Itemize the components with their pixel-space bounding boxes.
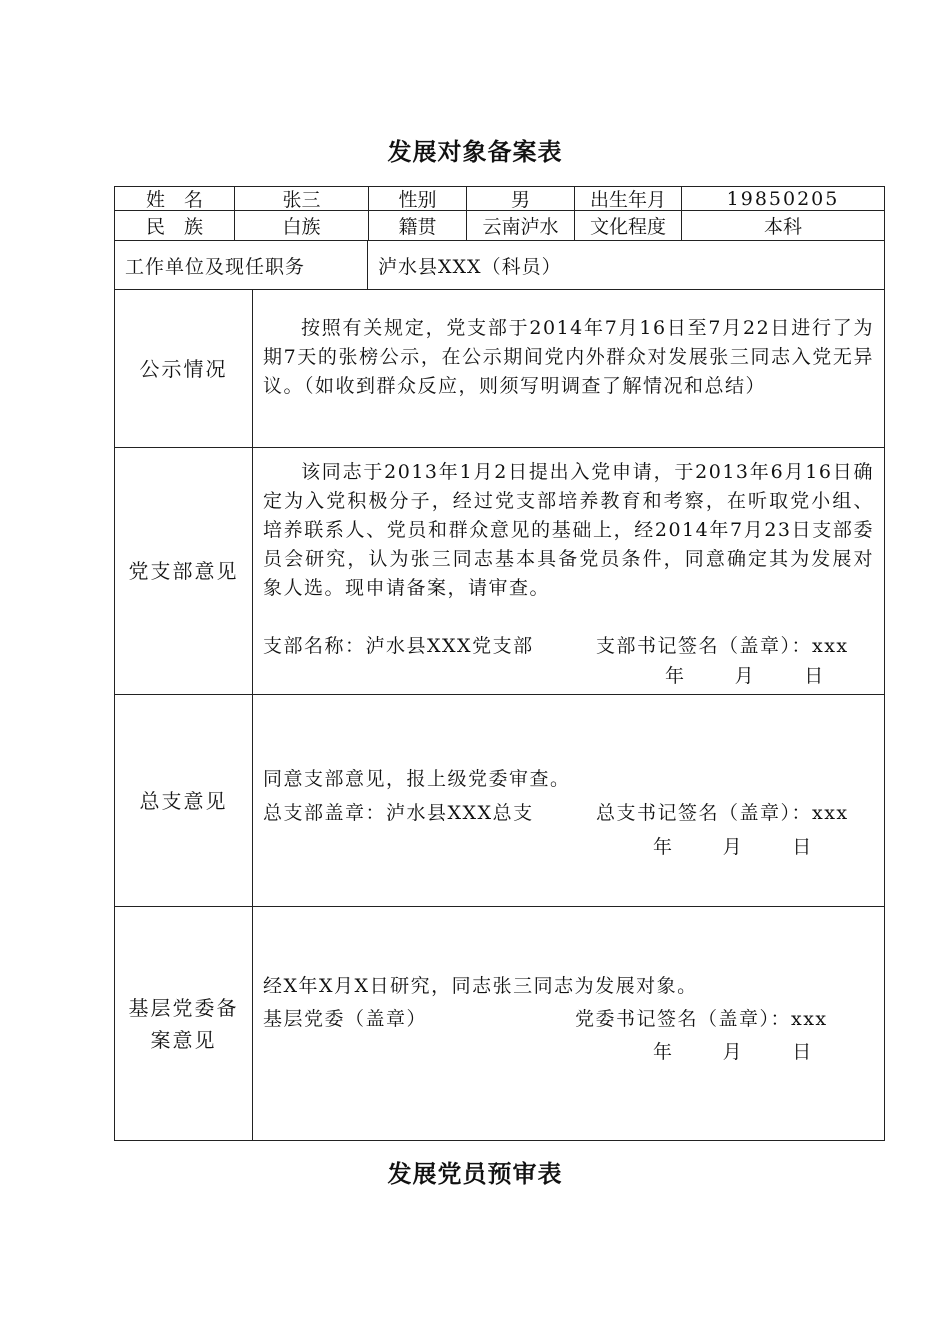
general-content [253, 695, 884, 906]
branch-content [253, 448, 884, 694]
general-label: 总支意见 [115, 695, 253, 906]
committee-label [115, 907, 253, 1140]
general-year: 年 [653, 836, 674, 858]
birth-label: 出生年月 [575, 187, 682, 210]
branch-year: 年 [665, 665, 686, 687]
publicity-content [253, 290, 884, 447]
branch-text: 该同志于2013年1月2日提出入党申请，于2013年6月16日确定为入党积极分子，经过党支部培养教育和考察，在听取党小组、培养联系人、党员和群众意见的基础上，经2014年7月23日支部委员会研究，认为张三同志基本具备党员条件，同意确定其为发展对象人选。现申请备案，请审查。 [263, 461, 874, 599]
work-label: 工作单位及现任职务 [115, 241, 368, 289]
publicity-text: 按照有关规定，党支部于2014年7月16日至7月22日进行了为期7天的张榜公示，在公示期间党内外群众对发展张三同志入党无异议。（如收到群众反应，则须写明调查了解情况和总结） [263, 317, 874, 397]
general-month: 月 [722, 836, 744, 858]
committee-year: 年 [653, 1041, 674, 1063]
ethnic-value: 白族 [235, 211, 369, 240]
name-label: 姓 名 [115, 187, 235, 210]
committee-label-line2: 案意见 [150, 1027, 217, 1052]
general-text: 同意支部意见，报上级党委审查。 [263, 768, 571, 790]
birth-value: 19850205 [726, 187, 840, 210]
row-committee-opinion [115, 907, 884, 1140]
general-sign-line: 总支书记签名（盖章）：xxx [596, 802, 849, 824]
row-work-unit [115, 241, 884, 290]
general-seal-line: 总支部盖章：泸水县XXX总支 [263, 802, 534, 824]
committee-text: 经X年X月X日研究，同志张三同志为发展对象。 [263, 975, 698, 997]
committee-seal-line: 基层党委（盖章） [263, 1008, 428, 1030]
general-day: 日 [792, 836, 813, 858]
row-publicity [115, 290, 884, 448]
branch-month: 月 [734, 665, 756, 687]
row-basic-info-1 [115, 187, 884, 211]
edu-label: 文化程度 [575, 211, 682, 240]
gender-value: 男 [467, 187, 575, 210]
committee-month: 月 [722, 1041, 744, 1063]
second-form-title: 发展党员预审表 [387, 1159, 563, 1188]
committee-content [253, 907, 884, 1140]
committee-label-line1: 基层党委备 [128, 995, 239, 1020]
form-title: 发展对象备案表 [387, 137, 563, 166]
branch-name-line: 支部名称：泸水县XXX党支部 [263, 635, 534, 657]
gender-label: 性别 [369, 187, 467, 210]
edu-value: 本科 [763, 216, 802, 238]
committee-day: 日 [792, 1041, 813, 1063]
branch-date [665, 661, 825, 688]
row-branch-opinion [115, 448, 884, 695]
committee-sign-line: 党委书记签名（盖章）：xxx [575, 1008, 828, 1030]
general-date [653, 832, 813, 859]
origin-value: 云南泸水 [467, 211, 575, 240]
origin-label: 籍贯 [369, 211, 467, 240]
row-general-branch-opinion [115, 695, 884, 907]
branch-day: 日 [804, 665, 825, 687]
row-basic-info-2 [115, 211, 884, 241]
work-value: 泸水县XXX（科员） [378, 255, 562, 278]
name-value: 张三 [235, 187, 369, 210]
branch-label: 党支部意见 [115, 448, 253, 694]
branch-sign-line: 支部书记签名（盖章）：xxx [596, 635, 849, 657]
committee-date [653, 1037, 813, 1064]
record-form-table [114, 186, 885, 1141]
ethnic-label: 民 族 [115, 211, 235, 240]
publicity-label: 公示情况 [115, 290, 253, 447]
